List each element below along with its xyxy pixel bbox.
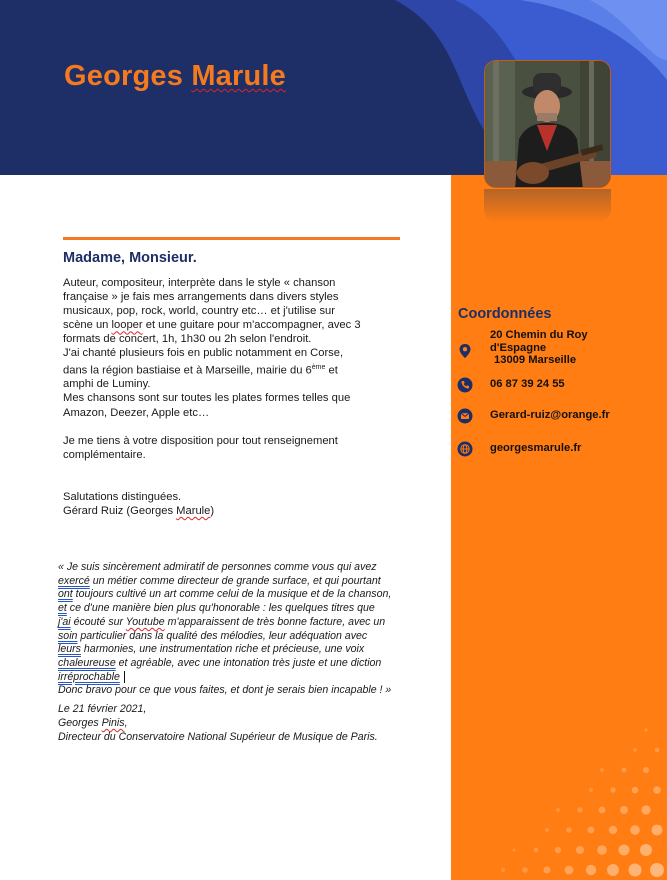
quote-line: irréprochable [58,671,418,685]
text-line: formats de concert, 1h, 1h30 ou 2h selon l'endroit. [63,333,312,346]
text-line: Mes chansons sont sur toutes les plates formes telles que [63,392,351,405]
text-line: Auteur, compositeur, interprète dans le style « chanson [63,277,336,289]
signature-paren: ) [210,504,215,517]
email-link[interactable]: Gerard-ruiz@orange.fr [490,409,610,421]
testimonial-signature [58,702,428,744]
page-title [64,60,286,93]
title-divider [63,237,400,240]
letter-paragraph-1 [63,276,393,420]
address-lines: 20 Chemin du Roy d'Espagne 13009 Marseille [490,329,588,367]
quote-line: et ce d'une manière bien plus qu'honorable : les quelques titres que [58,602,375,615]
location-pin-icon [457,343,473,359]
signature-name: Marule [176,504,211,517]
name-first: Georges [64,60,184,92]
guitarist-photo-icon [485,61,611,188]
photo-reflection [484,189,611,223]
letter-closing [63,490,393,518]
contact-email[interactable] [457,408,662,424]
text-line: scène un [63,319,109,332]
quote-line: Donc bravo pour ce que vous faites, et dont je serais bien incapable ! » [58,684,392,697]
text-line: Amazon, Deezer, Apple etc… [63,406,210,419]
signature-text: Gérard Ruiz (Georges [63,504,174,517]
letter-paragraph-2 [63,434,393,462]
quote-line: ont toujours cultivé un art comme celui de la musique et de la chanson, [58,588,392,601]
text-cursor [124,671,128,683]
contact-sidebar [451,175,667,880]
text-line: Je me tiens à votre disposition pour tout renseignement [63,434,338,447]
testimonial-quote [58,561,418,698]
superscript: ème [311,363,326,371]
text-line: musicaux, pop, rock, world, country etc… et j'utilise sur [63,305,335,318]
profile-photo [484,60,611,188]
contact-phone [457,377,662,393]
phone-icon [457,377,473,393]
text-line: dans la région bastiaise et à Marseille, mairie du 6 [63,364,312,377]
text-line: et une guitare pour m'accompagner, avec 3 [145,319,361,332]
text-line: française » je fais mes arrangements dans divers styles [63,291,339,304]
website-link[interactable]: georgesmarule.fr [490,442,582,454]
quote-line: soin particulier dans la qualité des mélodies, leur adéquation avec [58,629,368,642]
testimonial-date: Le 21 février 2021, [58,703,147,715]
halftone-dots-decoration [451,640,667,880]
phone-text: 06 87 39 24 55 [490,378,565,390]
quote-line: j'ai écouté sur Youtube m'apparaissent de très bonne facture, avec un [58,615,386,628]
quote-line: « Je suis sincèrement admiratif de personnes comme vous qui avez [58,561,377,573]
text-line: amphi de Luminy. [63,378,151,391]
globe-icon [457,441,473,457]
contact-address [457,329,662,371]
testimonial-author-title: Directeur du Conservatoire National Supérieur de Musique de Paris. [58,731,378,743]
email-icon [457,408,473,424]
text-word-looper: looper [111,319,143,332]
quote-line: exercé un métier comme directeur de grande surface, et qui pourtant [58,574,381,587]
contact-website[interactable] [457,441,662,457]
quote-line: chaleureuse et agréable, avec une intonation très juste et une diction [58,656,382,669]
text-line: et [328,364,338,377]
letter-salutation: Madame, Monsieur. [63,250,197,266]
text-line: J'ai chanté plusieurs fois en public notamment en Corse, [63,347,344,360]
closing-line: Salutations distinguées. [63,490,182,503]
name-last: Marule [191,60,286,92]
contact-title: Coordonnées [458,306,552,322]
quote-line: leurs harmonies, une instrumentation riche et précieuse, une voix [58,643,365,656]
testimonial-author: Georges Pinis, [58,717,128,729]
text-line: complémentaire. [63,448,146,461]
letter-body [63,276,393,518]
